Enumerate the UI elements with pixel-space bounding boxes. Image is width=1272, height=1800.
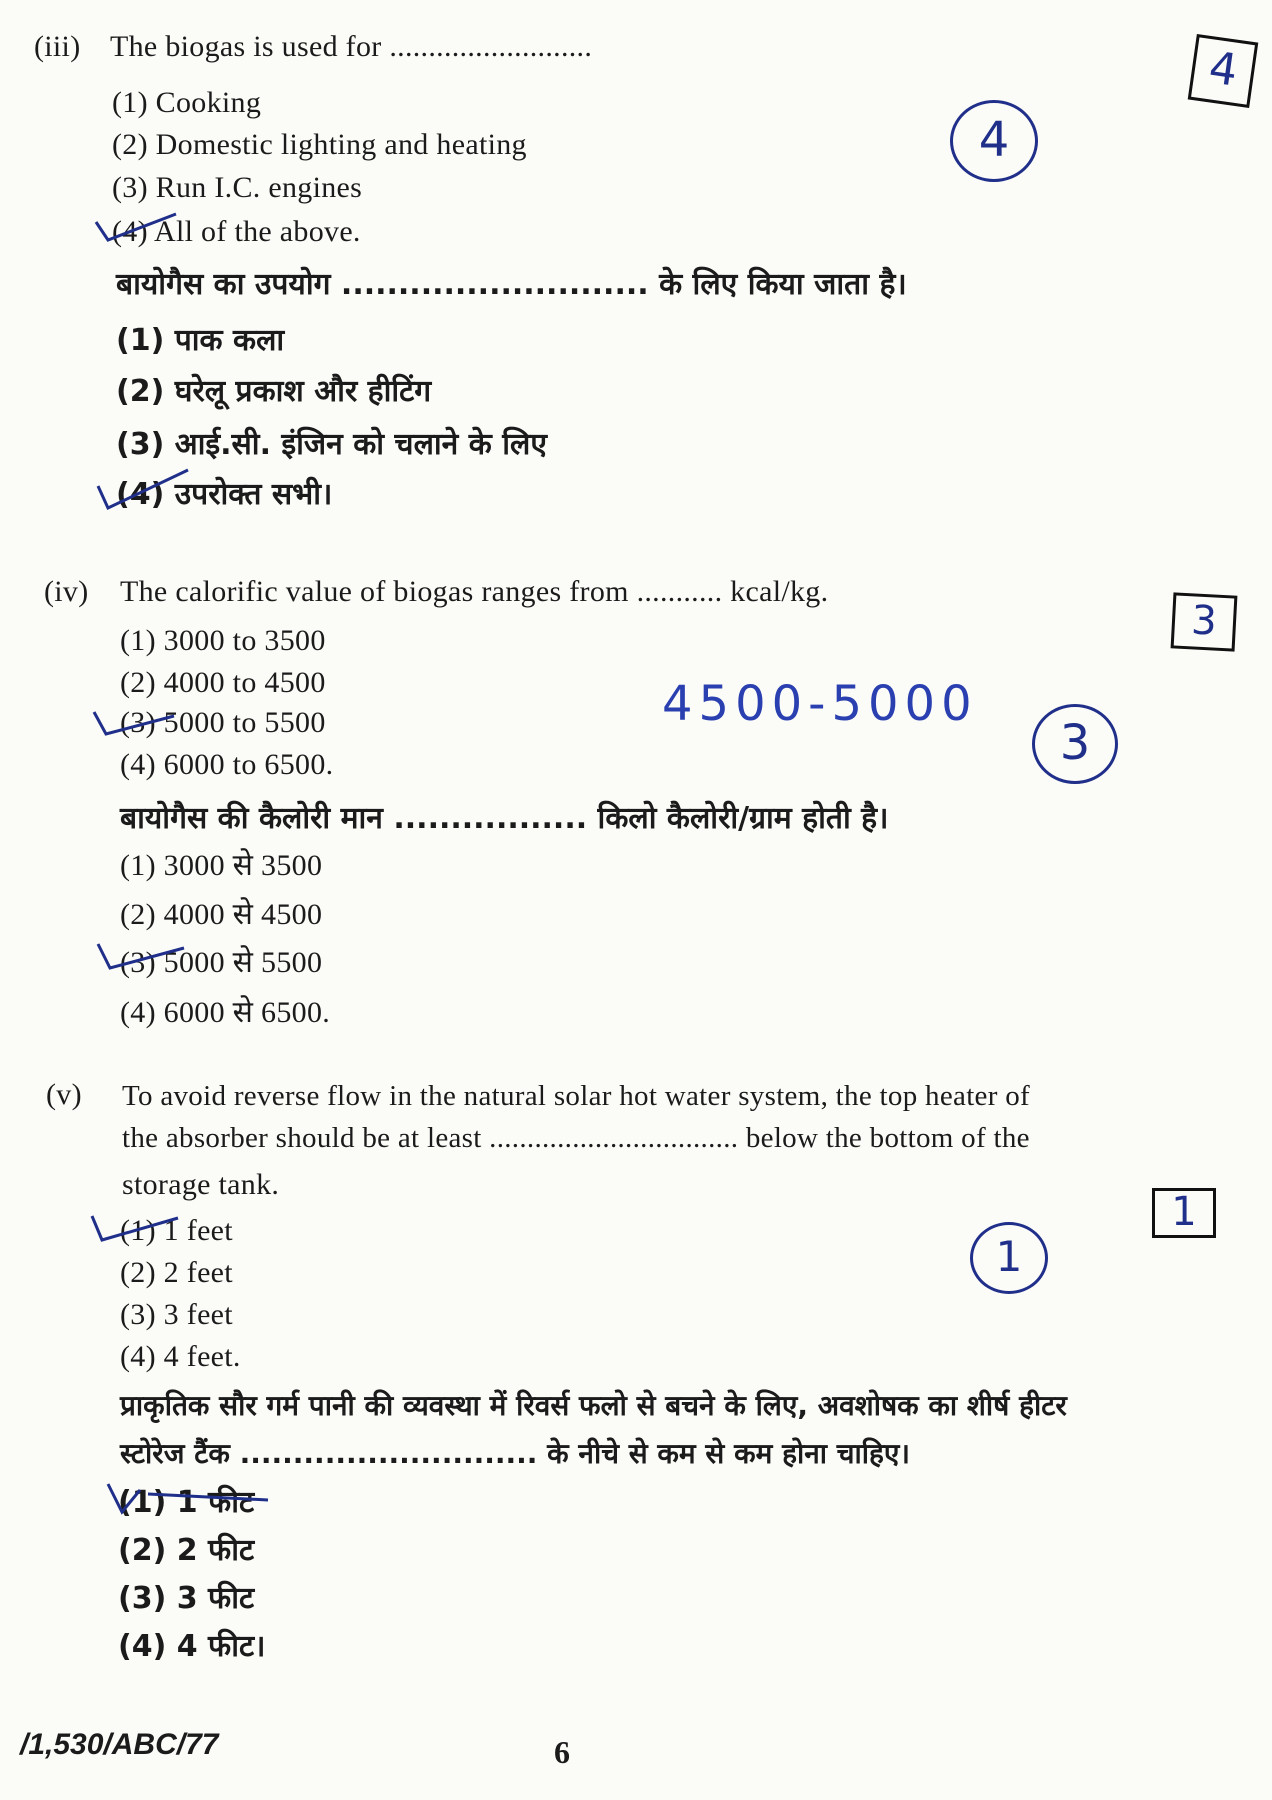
q5-number: (v)	[46, 1078, 82, 1111]
q3-option-en-2: (2) Domestic lighting and heating	[112, 128, 527, 161]
q5-option-hi-3: (3) 3 फीट	[118, 1581, 255, 1616]
q3-question-en: The biogas is used for ..........................	[110, 30, 593, 63]
q3-margin-box: 4	[1188, 34, 1259, 108]
q3-option-en-1: (1) Cooking	[112, 86, 262, 119]
tick-mark-icon	[92, 464, 192, 512]
footer-paper-code: /1,530/ABC/77	[20, 1728, 219, 1761]
q5-question-en-line-3: storage tank.	[122, 1168, 280, 1201]
q5-option-hi-4: (4) 4 फीट।	[118, 1629, 266, 1664]
tick-mark-icon	[88, 1208, 184, 1248]
q4-option-en-4: (4) 6000 to 6500.	[120, 748, 334, 781]
q5-option-en-2: (2) 2 feet	[120, 1256, 233, 1289]
q5-option-en-3: (3) 3 feet	[120, 1298, 233, 1331]
q5-option-en-4: (4) 4 feet.	[120, 1340, 241, 1373]
q3-circled-answer: 4	[950, 100, 1038, 182]
q5-option-hi-2: (2) 2 फीट	[118, 1533, 255, 1568]
q4-option-hi-4: (4) 6000 से 6500.	[120, 996, 331, 1029]
tick-mark-icon	[94, 936, 190, 976]
tick-mark-icon	[104, 1472, 274, 1520]
q3-option-hi-4: (4) उपरोक्त सभी।	[116, 477, 333, 512]
q3-number: (iii)	[34, 30, 81, 63]
q4-question-hi: बायोगैस की कैलोरी मान ................. किलो कैलोरी/ग्राम होती है।	[120, 801, 889, 836]
q5-question-en-line-2: the absorber should be at least ................................. below the bottom of the	[122, 1122, 1030, 1154]
footer-page-number: 6	[554, 1734, 570, 1770]
q4-handwritten-note: 4500-5000	[662, 676, 978, 732]
q4-option-hi-2: (2) 4000 से 4500	[120, 898, 323, 931]
q5-circled-answer: 1	[970, 1222, 1048, 1294]
q3-option-en-3: (3) Run I.C. engines	[112, 171, 363, 204]
q4-number: (iv)	[44, 575, 89, 608]
tick-mark-icon	[92, 208, 182, 248]
q4-option-en-2: (2) 4000 to 4500	[120, 666, 326, 699]
q4-option-en-1: (1) 3000 to 3500	[120, 624, 326, 657]
q5-option-hi-1: (1) 1 फीट	[118, 1485, 255, 1520]
q5-question-hi-line-1: प्राकृतिक सौर गर्म पानी की व्यवस्था में रिवर्स फलो से बचने के लिए, अवशोषक का शीर्ष हीटर	[120, 1389, 1067, 1422]
q4-option-hi-1: (1) 3000 से 3500	[120, 849, 323, 882]
q3-option-hi-1: (1) पाक कला	[116, 323, 285, 358]
q3-option-hi-3: (3) आई.सी. इंजिन को चलाने के लिए	[116, 427, 547, 462]
q4-margin-box: 3	[1171, 592, 1238, 651]
q3-question-hi: बायोगैस का उपयोग ........................... के लिए किया जाता है।	[116, 267, 907, 302]
tick-mark-icon	[90, 702, 180, 742]
q5-margin-box: 1	[1152, 1188, 1216, 1238]
q4-option-hi-3: (3) 5000 से 5500	[120, 946, 323, 979]
q5-question-hi-line-2: स्टोरेज टैंक ............................ के नीचे से कम से कम होना चाहिए।	[120, 1437, 910, 1470]
q4-circled-answer: 3	[1032, 704, 1118, 784]
q3-option-hi-2: (2) घरेलू प्रकाश और हीटिंग	[116, 374, 432, 409]
q4-question-en: The calorific value of biogas ranges from ........... kcal/kg.	[120, 575, 829, 608]
q3-option-en-4: (4) All of the above.	[112, 215, 361, 248]
q5-option-en-1: (1) 1 feet	[120, 1214, 233, 1247]
q4-option-en-3: (3) 5000 to 5500	[120, 706, 326, 739]
q5-question-en-line-1: To avoid reverse flow in the natural solar hot water system, the top heater of	[122, 1080, 1030, 1112]
